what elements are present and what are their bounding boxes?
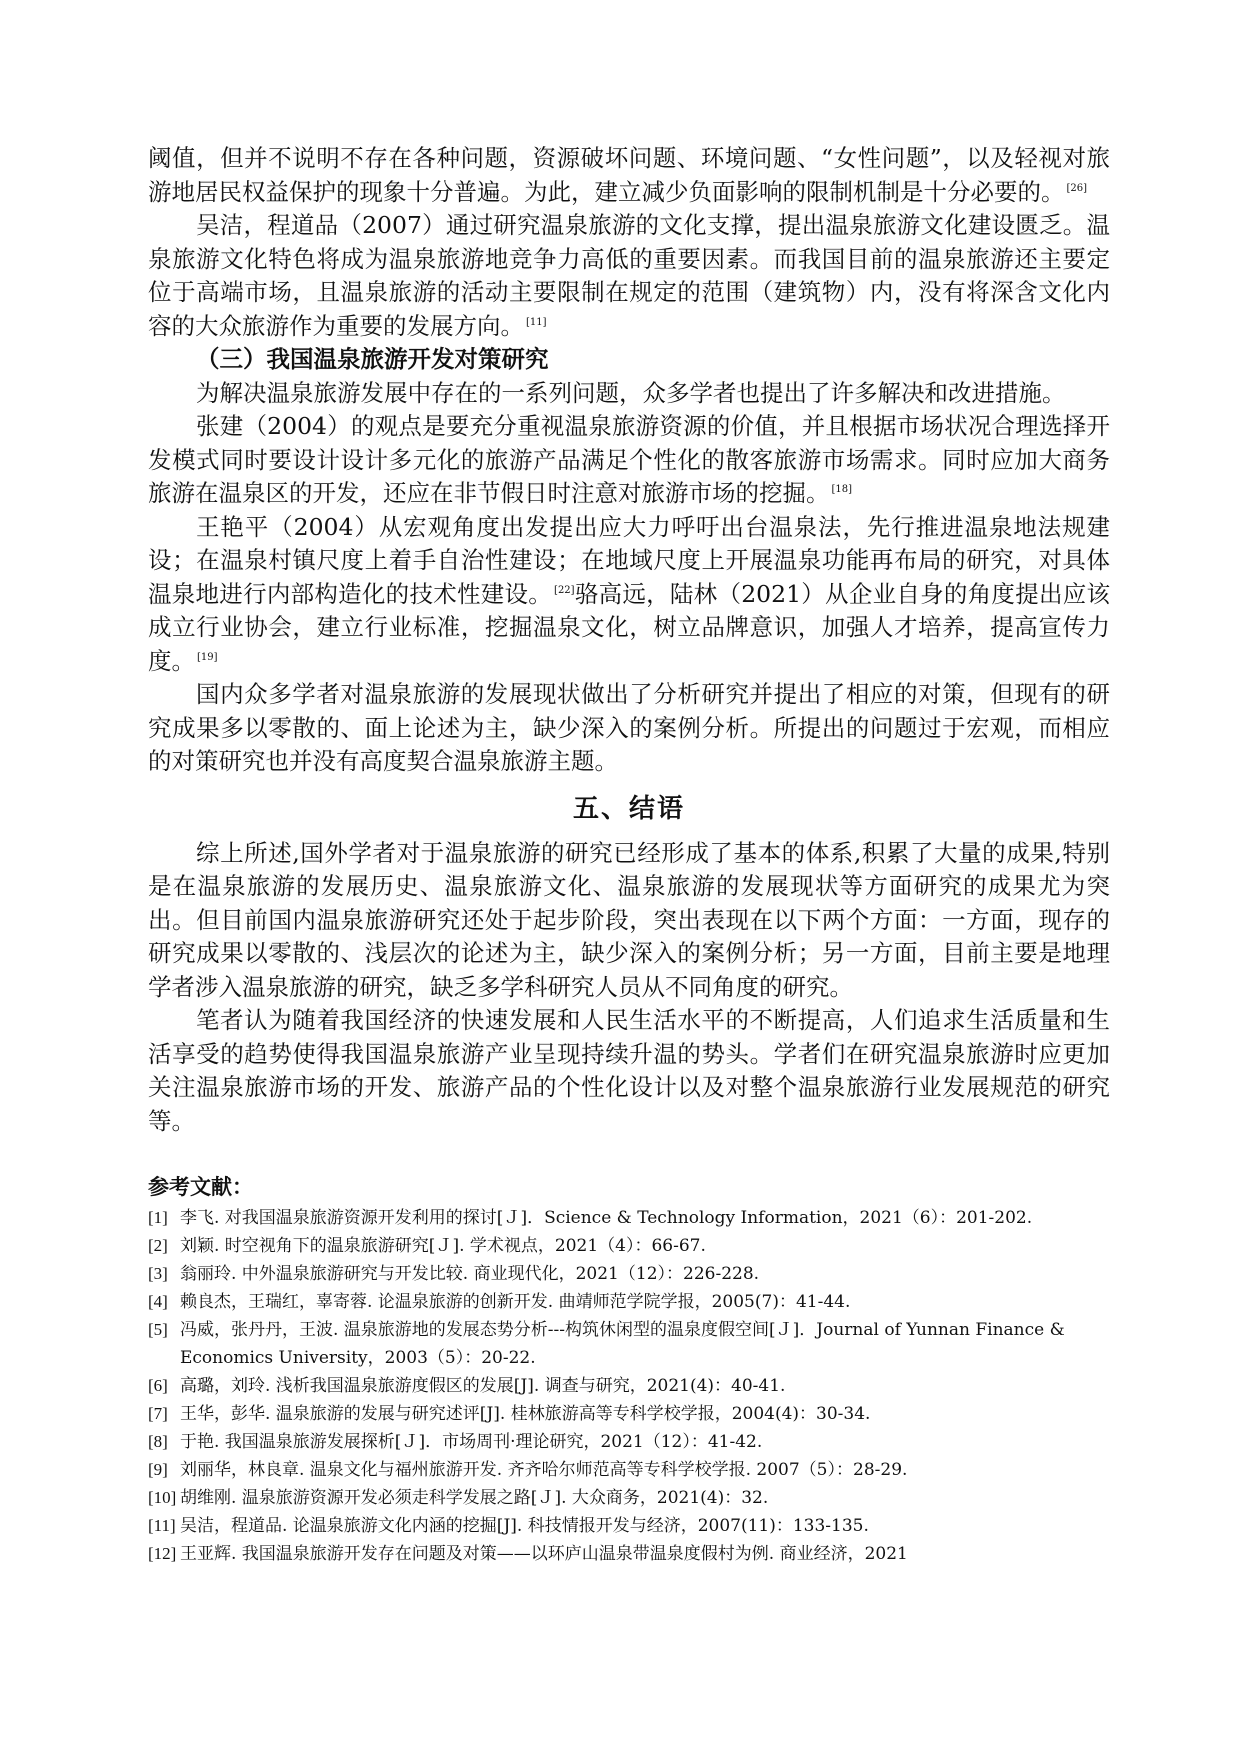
- reference-number: [12]: [148, 1544, 177, 1563]
- paragraph: 国内众多学者对温泉旅游的发展现状做出了分析研究并提出了相应的对策，但现有的研究成果多以零散的、面上论述为主，缺少深入的案例分析。所提出的问题过于宏观，而相应的对策研究也并没有高度契合温泉旅游主题。: [148, 680, 1110, 775]
- reference-text: 于艳. 我国温泉旅游发展探析[Ｊ]．市场周刊·理论研究，2021（12）：41-42.: [180, 1432, 763, 1452]
- reference-list: [148, 1204, 1110, 1568]
- reference-item: [148, 1232, 1110, 1260]
- reference-item: [148, 1428, 1110, 1456]
- reference-item: [148, 1484, 1110, 1512]
- reference-number: [3]: [148, 1264, 168, 1283]
- reference-text: 吴洁，程道品. 论温泉旅游文化内涵的挖掘[J]. 科技情报开发与经济，2007(11)：133-135.: [180, 1516, 869, 1536]
- reference-number: [4]: [148, 1292, 168, 1311]
- reference-item: [148, 1260, 1110, 1288]
- paragraph-text: 阈值，但并不说明不存在各种问题，资源破坏问题、环境问题、“女性问题”，以及轻视对旅游地居民权益保护的现象十分普遍。为此，建立减少负面影响的限制机制是十分必要的。: [148, 144, 1110, 206]
- citation-marker: [26]: [1066, 182, 1088, 194]
- reference-item: [148, 1316, 1110, 1372]
- paragraph: 为解决温泉旅游发展中存在的一系列问题，众多学者也提出了许多解决和改进措施。: [196, 378, 1066, 407]
- paragraph: [148, 511, 1110, 679]
- paragraph-text: 吴洁，程道品（2007）通过研究温泉旅游的文化支撑，提出温泉旅游文化建设匮乏。温泉旅游文化特色将成为温泉旅游地竞争力高低的重要因素。而我国目前的温泉旅游还主要定位于高端市场，且温泉旅游的活动主要限制在规定的范围（建筑物）内，没有将深含文化内容的大众旅游作为重要的发展方向。: [148, 211, 1110, 340]
- reference-number: [11]: [148, 1516, 176, 1535]
- paragraph-text: 王艳平（2004）从宏观角度出发提出应大力呼吁出台温泉法，先行推进温泉地法规建设；在温泉村镇尺度上着手自治性建设；在地域尺度上开展温泉功能再布局的研究，对具体温泉地进行内部构造化的技术性建设。: [148, 512, 1110, 608]
- paragraph: [148, 410, 1110, 511]
- reference-text: 翁丽玲. 中外温泉旅游研究与开发比较. 商业现代化，2021（12）：226-228.: [180, 1264, 760, 1284]
- subsection-heading: （三）我国温泉旅游开发对策研究: [196, 345, 549, 373]
- reference-number: [9]: [148, 1460, 168, 1479]
- reference-text: 王华，彭华. 温泉旅游的发展与研究述评[J]. 桂林旅游高等专科学校学报，2004(4)：30-34.: [180, 1404, 871, 1424]
- reference-item: [148, 1540, 1110, 1568]
- reference-item: [148, 1204, 1110, 1232]
- reference-text: 高璐，刘玲. 浅析我国温泉旅游度假区的发展[J]. 调查与研究，2021(4)：40-41.: [180, 1376, 786, 1396]
- reference-item: [148, 1400, 1110, 1428]
- reference-text: 王亚辉. 我国温泉旅游开发存在问题及对策——以环庐山温泉带温泉度假村为例. 商业经济，2021: [180, 1544, 908, 1564]
- citation-marker: [18]: [831, 484, 853, 495]
- paragraph: [148, 209, 1110, 343]
- reference-number: [8]: [148, 1432, 168, 1451]
- reference-item: [148, 1288, 1110, 1316]
- citation-marker: [22]: [554, 584, 575, 596]
- reference-number: [5]: [148, 1320, 168, 1339]
- reference-number: [1]: [148, 1208, 168, 1227]
- reference-item: [148, 1456, 1110, 1484]
- reference-item: [148, 1372, 1110, 1400]
- document-page: [148, 142, 1110, 1568]
- reference-number: [7]: [148, 1404, 168, 1423]
- reference-item: [148, 1512, 1110, 1540]
- paragraph: 笔者认为随着我国经济的快速发展和人民生活水平的不断提高，人们追求生活质量和生活享受的趋势使得我国温泉旅游产业呈现持续升温的势头。学者们在研究温泉旅游时应更加关注温泉旅游市场的开发、旅游产品的个性化设计以及对整个温泉旅游行业发展规范的研究等。: [148, 1006, 1110, 1135]
- reference-number: [6]: [148, 1376, 168, 1395]
- paragraph-text: 骆高远，陆林（2021）从企业自身的角度提出应该成立行业协会，建立行业标准，挖掘温泉文化，树立品牌意识，加强人才培养，提高宣传力度。: [148, 579, 1110, 675]
- reference-text: 刘颖. 时空视角下的温泉旅游研究[Ｊ]. 学术视点，2021（4）：66-67.: [180, 1236, 706, 1256]
- paragraph-text: 张建（2004）的观点是要充分重视温泉旅游资源的价值，并且根据市场状况合理选择开发模式同时要设计设计多元化的旅游产品满足个性化的散客旅游市场需求。同时应加大商务旅游在温泉区的开发，还应在非节假日时注意对旅游市场的挖掘。: [148, 412, 1110, 507]
- reference-text: 赖良杰，王瑞红，辜寄蓉. 论温泉旅游的创新开发. 曲靖师范学院学报，2005(7)：41-44.: [180, 1292, 851, 1312]
- reference-text: 胡维刚. 温泉旅游资源开发必须走科学发展之路[Ｊ]. 大众商务，2021(4)：32.: [180, 1488, 769, 1508]
- citation-marker: [11]: [526, 316, 547, 328]
- section-heading: 五、结语: [572, 793, 685, 824]
- citation-marker: [19]: [197, 651, 218, 663]
- reference-number: [2]: [148, 1236, 168, 1255]
- references-heading: 参考文献：: [148, 1175, 253, 1199]
- reference-text: 刘丽华，林良章. 温泉文化与福州旅游开发. 齐齐哈尔师范高等专科学校学报. 2007（5）：28-29.: [180, 1460, 908, 1480]
- reference-text: 冯威，张丹丹，王波. 温泉旅游地的发展态势分析---构筑休闲型的温泉度假空间[Ｊ]．Journal of Yunnan Finance & Economics University，2003（5）：20-22.: [180, 1320, 1065, 1368]
- reference-text: 李飞. 对我国温泉旅游资源开发利用的探讨[Ｊ]．Science & Technology Information，2021（6）：201-202.: [180, 1208, 1033, 1228]
- paragraph: [148, 142, 1110, 209]
- paragraph: 综上所述,国外学者对于温泉旅游的研究已经形成了基本的体系,积累了大量的成果,特别是在温泉旅游的发展历史、温泉旅游文化、温泉旅游的发展现状等方面研究的成果尤为突出。但目前国内温泉旅游研究还处于起步阶段，突出表现在以下两个方面：一方面，现存的研究成果以零散的、浅层次的论述为主，缺少深入的案例分析；另一方面，目前主要是地理学者涉入温泉旅游的研究，缺乏多学科研究人员从不同角度的研究。: [148, 838, 1110, 1001]
- reference-number: [10]: [148, 1488, 177, 1507]
